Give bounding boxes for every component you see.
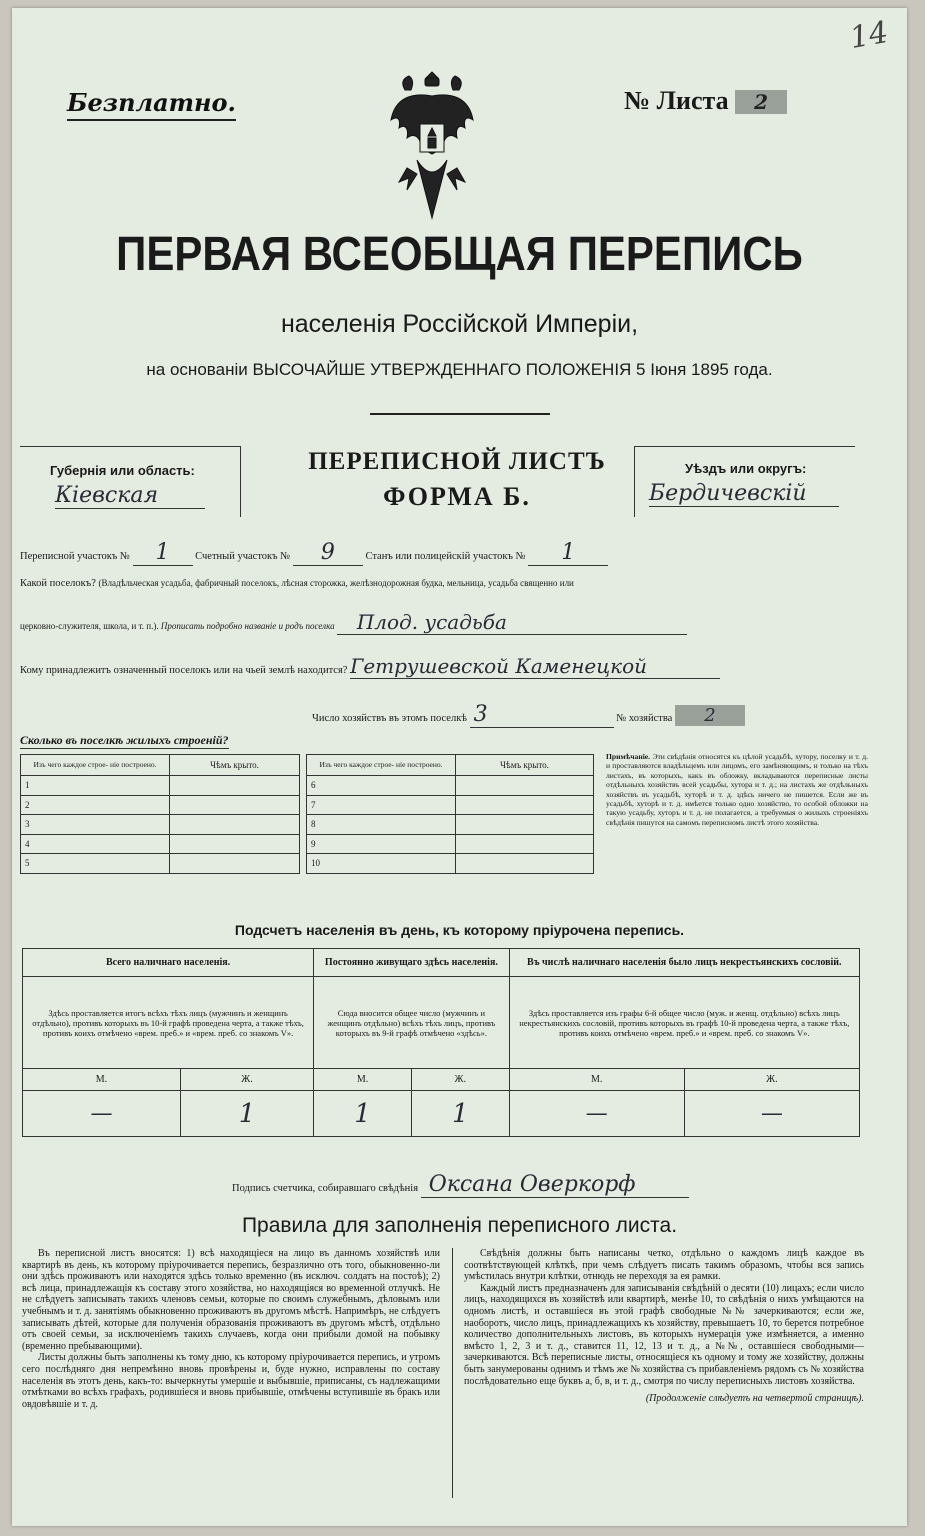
table-row: 5: [21, 854, 300, 874]
rules-paragraph: Листы должны быть заполнены къ тому дню, къ которому пріурочивается перепись, и утромъ сего послѣдняго дня непремѣнно вновь провѣрены и, буде нужно, исправлены по составу населенія въ этотъ день, какъ-то: вычеркнуты умершіе и выбывшіе, приписаны, съ надлежащими отмѣтками во всѣхъ графахъ, родившіеся и вновь прибывшіе, отмѣчены вступившіе въ бракъ или овдовѣвшіе и т. д.: [22, 1352, 440, 1410]
column-divider: [452, 1248, 453, 1498]
value-cell: —: [509, 1091, 684, 1137]
col-what-header: Изъ чего каждое строе- ніе построено.: [21, 755, 170, 776]
col-what-header: Изъ чего каждое строе- ніе построено.: [307, 755, 456, 776]
col-roof-header: Чѣмъ крыто.: [170, 755, 300, 776]
station-value: 1: [528, 540, 608, 566]
rules-continued: (Продолженіе слѣдуетъ на четвертой страницѣ).: [645, 1393, 864, 1405]
count-area-value: 9: [293, 540, 363, 566]
signature-row: [232, 1172, 689, 1198]
census-area-value: 1: [133, 540, 193, 566]
table-row: 6: [307, 776, 594, 796]
note-text: Эти свѣдѣнія относятся къ цѣлой усадьбѣ, хутору, поселку и т. д. и проставляются владѣльцемъ или лицомъ, его замѣняющимъ, и только на тѣхъ листахъ, въ которыхъ, какъ въ обложку, вкладываются переписные листы отдѣльныхъ хозяйствъ всей усадьбы, хутора и т. д.; на листахъ же отдѣльныхъ хозяйствъ въ усадьбѣ, хуторѣ и т. д. здѣсь ничего не пишется. Если же въ усадьбѣ, хуторѣ и т. д. имѣется только одно хозяйство, то особой обложки на такую усадьбу, хуторъ и т. д. не полагается, а требуемыя о жилыхъ строеніяхъ свѣдѣнія пишутся на самомъ переписномъ листѣ этого хозяйства.: [606, 752, 868, 827]
col2-desc: Сюда вносится общее число (мужчинъ и женщинъ отдѣльно) всѣхъ тѣхъ лицъ, противъ которыхъ въ 9-й графѣ отмѣчено «здѣсь».: [314, 977, 509, 1069]
district-value: Бердичевскій: [649, 481, 839, 507]
table-row: 1: [21, 776, 300, 796]
sheet-number-value: 2: [735, 90, 787, 114]
buildings-note: [606, 752, 868, 827]
households-value: 3: [470, 702, 614, 728]
households-label: Число хозяйствъ въ этомъ поселкѣ: [312, 713, 467, 724]
owner-row: [20, 654, 905, 679]
rules-left-column: [22, 1248, 440, 1410]
col1-title: Всего наличнаго населенія.: [23, 949, 314, 977]
count-area-label: Счетный участокъ №: [195, 551, 291, 562]
households-row: [312, 702, 892, 728]
owner-value: Гетрушевской Каменецкой: [350, 654, 720, 679]
sheet-number-label: № Листа: [624, 86, 729, 115]
station-label: Станъ или полицейскій участокъ №: [365, 551, 526, 562]
district-label: Уѣздъ или округъ:: [685, 461, 807, 476]
table-row: 3: [21, 815, 300, 835]
district-box: [634, 446, 855, 517]
settlement-value: Плод. усадьба: [337, 610, 687, 635]
province-box: [20, 446, 241, 517]
table-row: 2: [21, 795, 300, 815]
signature-label: Подпись счетчика, собиравшаго свѣдѣнія: [232, 1183, 419, 1194]
household-no-value: 2: [675, 705, 745, 726]
header-female: Ж.: [684, 1069, 859, 1091]
value-cell: —: [684, 1091, 859, 1137]
table-row: 9: [307, 834, 594, 854]
population-heading: Подсчетъ населенія въ день, къ которому пріурочена перепись.: [234, 922, 685, 938]
table-row: 7: [307, 795, 594, 815]
rules-paragraph: Въ переписной листъ вносятся: 1) всѣ находящіеся на лицо въ данномъ хозяйствѣ или квартирѣ въ день, къ которому пріурочивается перепись, безразлично отъ того, обыкновенно-ли они здѣсь проживаютъ или находятся здѣсь только временно (въ исключ. солдатъ на постоѣ); 2) всѣ лица, принадлежащія къ составу этого хозяйства, но находящіяся во временной отлучкѣ. Не не слѣдуетъ записывать такихъ членовъ семьи, которые по своимъ служебнымъ, дѣловымъ или учебнымъ и т. д. занятіямъ обыкновенно проживаютъ въ другомъ мѣстѣ. Напримѣръ, не слѣдуетъ записывать дѣтей, которые для полученія образованія проживаютъ въ другомъ мѣстѣ, отдѣльно отъ своей семьи, за исключеніемъ такихъ случаевъ, когда они прибыли домой на побывку (временно пребывающими).: [22, 1248, 440, 1352]
settlement-row-2: [20, 610, 900, 635]
settlement-row: [20, 578, 900, 589]
col-roof-header: Чѣмъ крыто.: [456, 755, 594, 776]
census-title: ПЕРВАЯ ВСЕОБЩАЯ ПЕРЕПИСЬ: [116, 226, 803, 281]
census-sheet: [12, 8, 907, 1526]
buildings-table-left: [20, 754, 300, 874]
value-cell: 1: [411, 1091, 509, 1137]
table-row: 4: [21, 834, 300, 854]
list-title: ПЕРЕПИСНОЙ ЛИСТЪ: [308, 448, 606, 475]
header-male: М.: [509, 1069, 684, 1091]
rules-paragraph: Свѣдѣнія должны быть написаны четко, отдѣльно о каждомъ лицѣ каждое въ соотвѣтствующей клѣткѣ, при чемъ слѣдуетъ писать такимъ образомъ, чтобы вся запись умѣстилась внутри клѣтки, отнюдь не переходя за ея рамки.: [464, 1248, 864, 1283]
buildings-label: Сколько въ поселкѣ жилыхъ строеній?: [20, 733, 229, 747]
header-male: М.: [314, 1069, 412, 1091]
rules-title: Правила для заполненія переписного листа.: [241, 1214, 678, 1237]
settlement-hint-3: Прописать подробно названіе и родъ поселка: [160, 621, 335, 631]
value-cell: 1: [180, 1091, 313, 1137]
header-male: М.: [23, 1069, 181, 1091]
province-value: Кіевская: [55, 483, 205, 509]
corner-note: 14: [847, 14, 891, 57]
population-table: [22, 948, 860, 1137]
note-lead: Примѣчаніе.: [606, 752, 651, 761]
col1-desc: Здѣсь проставляется итогъ всѣхъ тѣхъ лицъ (мужчинъ и женщинъ отдѣльно), противъ которыхъ въ 10-й графѣ проведена черта, а также тѣхъ, противъ коихъ отмѣчено «врем. преб.» и «врем. преб. со знакомъ V».: [23, 977, 314, 1069]
settlement-hint-2: церковно-служителя, школа, и т. п.).: [20, 621, 159, 631]
census-subtitle: населенія Россійской Имперіи,: [280, 310, 639, 338]
owner-label: Кому принадлежитъ означенный поселокъ или на чьей землѣ находится?: [20, 665, 348, 676]
header-female: Ж.: [180, 1069, 313, 1091]
value-cell: 1: [314, 1091, 412, 1137]
sheet-number: [624, 86, 787, 116]
household-no-label: № хозяйства: [616, 713, 673, 724]
col3-desc: Здѣсь проставляется изъ графы 6-й общее число (муж. и женщ. отдѣльно) всѣхъ лицъ некрестьянскихъ сословій, противъ которыхъ въ графѣ 10-й проведена черта, а также тѣхъ, противъ коихъ отмѣчено «врем. преб.» и «врем. преб. со знакомъ V».: [509, 977, 859, 1069]
imperial-eagle-icon: [387, 68, 477, 226]
settlement-label: Какой поселокъ?: [20, 578, 96, 589]
table-row: 8: [307, 815, 594, 835]
table-row: 10: [307, 854, 594, 874]
col3-title: Въ числѣ наличнаго населенія было лицъ некрестьянскихъ сословій.: [509, 949, 859, 977]
free-stamp: Безплатно.: [67, 88, 236, 121]
form-title: ФОРМА Б.: [383, 482, 531, 511]
census-area-label: Переписной участокъ №: [20, 551, 130, 562]
signature-value: Оксана Оверкорф: [421, 1172, 689, 1198]
value-cell: —: [23, 1091, 181, 1137]
divider: [370, 413, 550, 415]
settlement-hint-1: (Владѣльческая усадьба, фабричный поселокъ, лѣсная сторожка, желѣзнодорожная будка, мельница, усадьба священно или: [98, 578, 574, 588]
census-basis: на основаніи ВЫСОЧАЙШЕ УТВЕРЖДЕННАГО ПОЛОЖЕНІЯ 5 Іюня 1895 года.: [146, 360, 773, 379]
col2-title: Постоянно живущаго здѣсь населенія.: [314, 949, 509, 977]
province-label: Губернія или область:: [50, 463, 195, 478]
rules-right-column: [464, 1248, 864, 1405]
header-female: Ж.: [411, 1069, 509, 1091]
buildings-table-right: [306, 754, 594, 874]
rules-paragraph: Каждый листъ предназначенъ для записыванія свѣдѣній о десяти (10) лицахъ; если число лицъ, находящихся въ хозяйствѣ или квартирѣ, менѣе 10, то свѣдѣнія о нихъ умѣщаются на одномъ листѣ, и оставшіеся въ этой графѣ свободные №№ зачеркиваются; если же, наоборотъ, число лицъ, принадлежащихъ къ хозяйству, превышаетъ 10, то берется потребное количество дополнительныхъ листовъ, въ которыхъ нумерація уже измѣняется, а именно вмѣсто 1, 2, 3 и т. д., ставится 11, 12, 13 и т. д., а №№, оставшіеся свободными—зачеркиваются. Всѣ переписные листы, относящіеся къ одному и тому же хозяйству, должны быть занумерованы однимъ и тѣмъ же № хозяйства съ прибавленіемъ рядомъ съ № хозяйства послѣдовательно еще буквъ а, б, в, и т. д., смотря по числу переписныхъ листовъ хозяйства.: [464, 1282, 864, 1387]
census-area-row: [20, 540, 900, 566]
